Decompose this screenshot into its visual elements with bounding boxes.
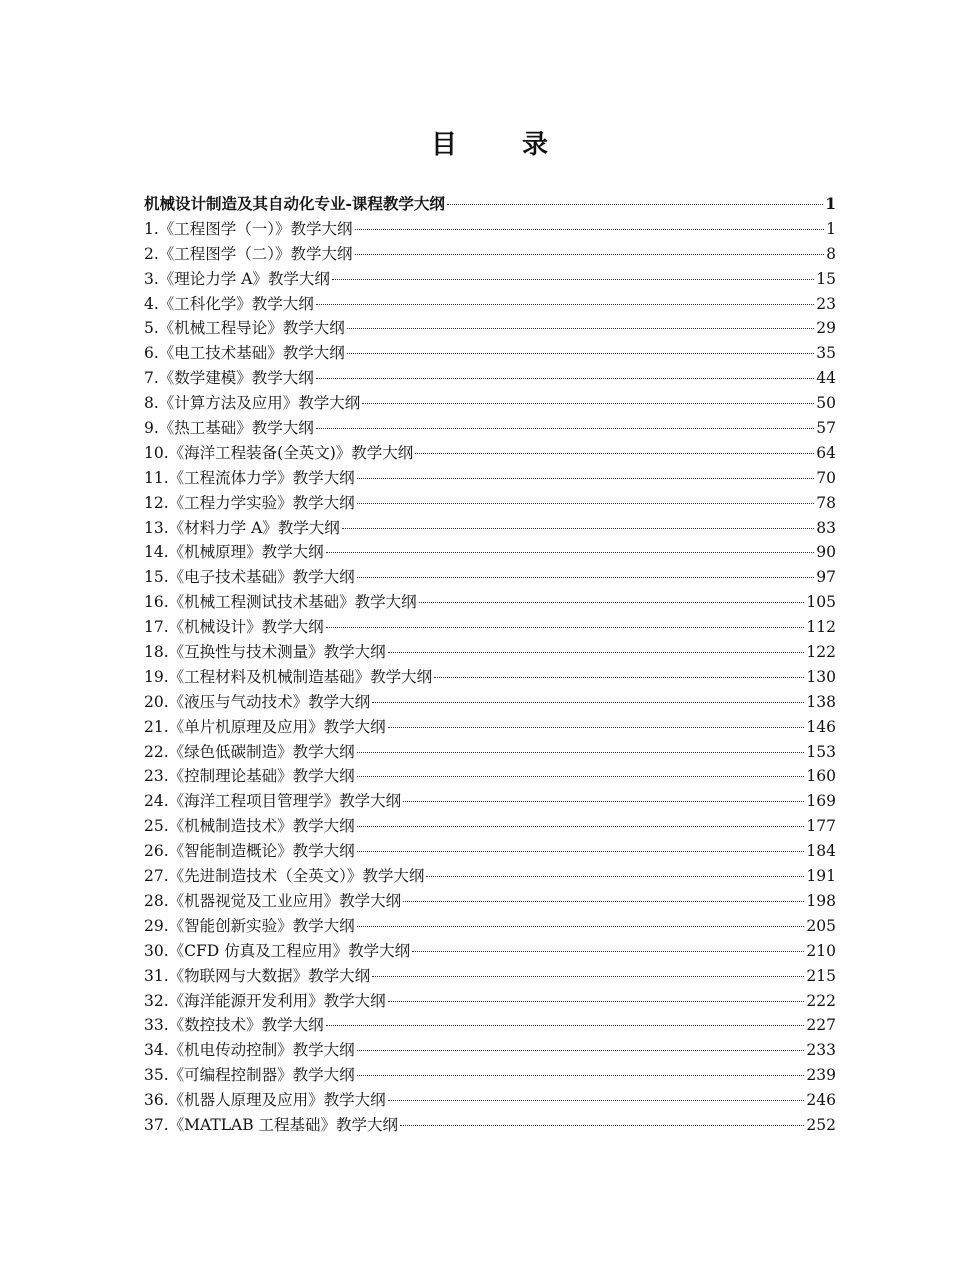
toc-entry-page: 227 bbox=[806, 1016, 836, 1035]
toc-entry[interactable] bbox=[144, 292, 836, 317]
dot-leader bbox=[357, 776, 805, 777]
toc-entry-page: 198 bbox=[806, 891, 836, 910]
dot-leader bbox=[326, 1025, 805, 1026]
toc-entry[interactable] bbox=[144, 1063, 836, 1088]
toc-entry-label: 25.《机械制造技术》教学大纲 bbox=[144, 817, 355, 836]
dot-leader bbox=[357, 851, 805, 852]
toc-entry-label: 29.《智能创新实验》教学大纲 bbox=[144, 916, 355, 935]
dot-leader bbox=[419, 602, 805, 603]
toc-heading-entry[interactable] bbox=[144, 192, 836, 217]
toc-entry-page: 233 bbox=[806, 1041, 836, 1060]
toc-entry-page: 252 bbox=[806, 1115, 836, 1134]
dot-leader bbox=[357, 478, 815, 479]
toc-entry-page: 205 bbox=[806, 916, 836, 935]
toc-entry-page: 160 bbox=[806, 767, 836, 786]
toc-entry-page: 169 bbox=[806, 792, 836, 811]
toc-entry-page: 57 bbox=[816, 419, 836, 438]
toc-entry-label: 10.《海洋工程装备(全英文)》教学大纲 bbox=[144, 443, 414, 462]
toc-entry[interactable] bbox=[144, 914, 836, 939]
toc-entry-label: 36.《机器人原理及应用》教学大纲 bbox=[144, 1091, 386, 1110]
toc-entry[interactable] bbox=[144, 989, 836, 1014]
toc-entry[interactable] bbox=[144, 939, 836, 964]
toc-entry[interactable] bbox=[144, 540, 836, 565]
toc-entry-label: 4.《工科化学》教学大纲 bbox=[144, 294, 314, 313]
toc-entry-page: 122 bbox=[806, 643, 836, 662]
toc-entry-label: 18.《互换性与技术测量》教学大纲 bbox=[144, 643, 386, 662]
dot-leader bbox=[388, 652, 805, 653]
toc-entry-page: 83 bbox=[816, 518, 836, 537]
dot-leader bbox=[388, 1001, 805, 1002]
toc-entry[interactable] bbox=[144, 789, 836, 814]
toc-entry[interactable] bbox=[144, 590, 836, 615]
toc-entry-label: 26.《智能制造概论》教学大纲 bbox=[144, 842, 355, 861]
toc-entry-page: 105 bbox=[806, 593, 836, 612]
toc-entry-page: 29 bbox=[816, 319, 836, 338]
toc-entry-label: 24.《海洋工程项目管理学》教学大纲 bbox=[144, 792, 402, 811]
toc-entry-label: 34.《机电传动控制》教学大纲 bbox=[144, 1041, 355, 1060]
dot-leader bbox=[357, 752, 805, 753]
toc-entry-label: 2.《工程图学（二）》教学大纲 bbox=[144, 244, 353, 263]
dot-leader bbox=[372, 976, 804, 977]
toc-entry[interactable] bbox=[144, 416, 836, 441]
toc-entry[interactable] bbox=[144, 814, 836, 839]
toc-entry-label: 32.《海洋能源开发利用》教学大纲 bbox=[144, 991, 386, 1010]
toc-entry[interactable] bbox=[144, 1013, 836, 1038]
toc-entry-label: 11.《工程流体力学》教学大纲 bbox=[144, 468, 355, 487]
toc-entry[interactable] bbox=[144, 491, 836, 516]
page-title: 目 录 bbox=[430, 130, 577, 160]
toc-entry-page: 191 bbox=[806, 867, 836, 886]
toc-entry-label: 15.《电子技术基础》教学大纲 bbox=[144, 568, 355, 587]
dot-leader bbox=[388, 727, 805, 728]
toc-entry-page: 177 bbox=[806, 817, 836, 836]
toc-entry-page: 44 bbox=[816, 369, 836, 388]
toc-entry-page: 64 bbox=[816, 443, 836, 462]
toc-entry-label: 14.《机械原理》教学大纲 bbox=[144, 543, 324, 562]
toc-entry-page: 153 bbox=[806, 742, 836, 761]
toc-entry[interactable] bbox=[144, 1113, 836, 1138]
dot-leader bbox=[434, 677, 804, 678]
toc-entry-page: 138 bbox=[806, 692, 836, 711]
toc-entry[interactable] bbox=[144, 341, 836, 366]
toc-entry[interactable] bbox=[144, 640, 836, 665]
toc-entry-label: 23.《控制理论基础》教学大纲 bbox=[144, 767, 355, 786]
dot-leader bbox=[342, 528, 814, 529]
toc-entry-label: 5.《机械工程导论》教学大纲 bbox=[144, 319, 345, 338]
toc-entry-page: 130 bbox=[806, 667, 836, 686]
toc-entry-page: 239 bbox=[806, 1066, 836, 1085]
toc-entry-page: 50 bbox=[816, 394, 836, 413]
toc-entry-page: 146 bbox=[806, 717, 836, 736]
toc-entry-label: 28.《机器视觉及工业应用》教学大纲 bbox=[144, 891, 402, 910]
dot-leader bbox=[372, 702, 804, 703]
dot-leader bbox=[355, 229, 825, 230]
dot-leader bbox=[447, 204, 823, 205]
toc-entry-label: 7.《数学建模》教学大纲 bbox=[144, 369, 314, 388]
toc-entry-page: 112 bbox=[806, 618, 836, 637]
dot-leader bbox=[357, 826, 805, 827]
dot-leader bbox=[316, 428, 814, 429]
toc-entry-label: 20.《液压与气动技术》教学大纲 bbox=[144, 692, 371, 711]
toc-entry[interactable] bbox=[144, 615, 836, 640]
toc-entry-label: 1.《工程图学（一）》教学大纲 bbox=[144, 219, 353, 238]
toc-entry-label: 12.《工程力学实验》教学大纲 bbox=[144, 493, 355, 512]
toc-entry-page: 184 bbox=[806, 842, 836, 861]
dot-leader bbox=[357, 1075, 805, 1076]
dot-leader bbox=[426, 876, 804, 877]
dot-leader bbox=[415, 453, 814, 454]
toc-heading-page: 1 bbox=[825, 194, 836, 213]
toc-entry-label: 30.《CFD 仿真及工程应用》教学大纲 bbox=[144, 941, 411, 960]
toc-entry-page: 90 bbox=[816, 543, 836, 562]
toc-entry[interactable] bbox=[144, 267, 836, 292]
toc-entry[interactable] bbox=[144, 1038, 836, 1063]
toc-entry-label: 22.《绿色低碳制造》教学大纲 bbox=[144, 742, 355, 761]
dot-leader bbox=[403, 801, 804, 802]
toc-entry[interactable] bbox=[144, 441, 836, 466]
toc-entry-page: 215 bbox=[806, 966, 836, 985]
toc-entry-page: 246 bbox=[806, 1091, 836, 1110]
toc-entry-page: 8 bbox=[826, 244, 836, 263]
toc-entry[interactable] bbox=[144, 864, 836, 889]
dot-leader bbox=[357, 926, 805, 927]
toc-entry[interactable] bbox=[144, 217, 836, 242]
dot-leader bbox=[357, 577, 815, 578]
toc-entry-label: 17.《机械设计》教学大纲 bbox=[144, 618, 324, 637]
toc-entry[interactable] bbox=[144, 391, 836, 416]
toc-entry[interactable] bbox=[144, 366, 836, 391]
toc-entry[interactable] bbox=[144, 764, 836, 789]
toc-entry-label: 16.《机械工程测试技术基础》教学大纲 bbox=[144, 593, 417, 612]
toc-entry[interactable] bbox=[144, 516, 836, 541]
toc-entry-label: 21.《单片机原理及应用》教学大纲 bbox=[144, 717, 386, 736]
dot-leader bbox=[332, 279, 814, 280]
toc-entry[interactable] bbox=[144, 690, 836, 715]
toc-entry-page: 15 bbox=[816, 269, 836, 288]
dot-leader bbox=[403, 901, 804, 902]
dot-leader bbox=[347, 328, 814, 329]
toc-entry-page: 23 bbox=[816, 294, 836, 313]
toc-entry-label: 35.《可编程控制器》教学大纲 bbox=[144, 1066, 355, 1085]
dot-leader bbox=[326, 552, 815, 553]
dot-leader bbox=[388, 1100, 805, 1101]
toc-entry-page: 97 bbox=[816, 568, 836, 587]
dot-leader bbox=[347, 353, 814, 354]
dot-leader bbox=[326, 627, 805, 628]
toc-entry-page: 70 bbox=[816, 468, 836, 487]
toc-entry-label: 9.《热工基础》教学大纲 bbox=[144, 419, 314, 438]
toc-entry-page: 222 bbox=[806, 991, 836, 1010]
toc-entry[interactable] bbox=[144, 466, 836, 491]
dot-leader bbox=[355, 254, 825, 255]
toc-entry-page: 1 bbox=[826, 219, 836, 238]
toc-entry-label: 19.《工程材料及机械制造基础》教学大纲 bbox=[144, 667, 433, 686]
toc-entry[interactable] bbox=[144, 665, 836, 690]
toc-entry-page: 78 bbox=[816, 493, 836, 512]
toc-entry[interactable] bbox=[144, 740, 836, 765]
dot-leader bbox=[412, 951, 804, 952]
toc-entry[interactable] bbox=[144, 316, 836, 341]
toc-entry[interactable] bbox=[144, 565, 836, 590]
toc-entry-label: 13.《材料力学 A》教学大纲 bbox=[144, 518, 340, 537]
dot-leader bbox=[357, 503, 815, 504]
toc-entry[interactable] bbox=[144, 242, 836, 267]
toc-entry[interactable] bbox=[144, 839, 836, 864]
toc-entry-label: 6.《电工技术基础》教学大纲 bbox=[144, 344, 345, 363]
toc-entry[interactable] bbox=[144, 964, 836, 989]
toc-entry-label: 37.《MATLAB 工程基础》教学大纲 bbox=[144, 1115, 399, 1134]
toc-entry[interactable] bbox=[144, 1088, 836, 1113]
dot-leader bbox=[362, 403, 814, 404]
toc-entry[interactable] bbox=[144, 715, 836, 740]
toc-entry-page: 210 bbox=[806, 941, 836, 960]
dot-leader bbox=[316, 304, 814, 305]
toc-entry-label: 3.《理论力学 A》教学大纲 bbox=[144, 269, 330, 288]
toc-entry-label: 33.《数控技术》教学大纲 bbox=[144, 1016, 324, 1035]
toc-entry-page: 35 bbox=[816, 344, 836, 363]
toc-entry-label: 8.《计算方法及应用》教学大纲 bbox=[144, 394, 361, 413]
dot-leader bbox=[400, 1125, 804, 1126]
toc-entry[interactable] bbox=[144, 889, 836, 914]
toc-entry-label: 31.《物联网与大数据》教学大纲 bbox=[144, 966, 371, 985]
dot-leader bbox=[316, 378, 814, 379]
dot-leader bbox=[357, 1050, 805, 1051]
toc-entry-label: 27.《先进制造技术（全英文）》教学大纲 bbox=[144, 867, 425, 886]
toc-heading-label: 机械设计制造及其自动化专业-课程教学大纲 bbox=[144, 194, 445, 213]
toc-entry-list bbox=[144, 217, 836, 1138]
table-of-contents bbox=[144, 192, 836, 1138]
